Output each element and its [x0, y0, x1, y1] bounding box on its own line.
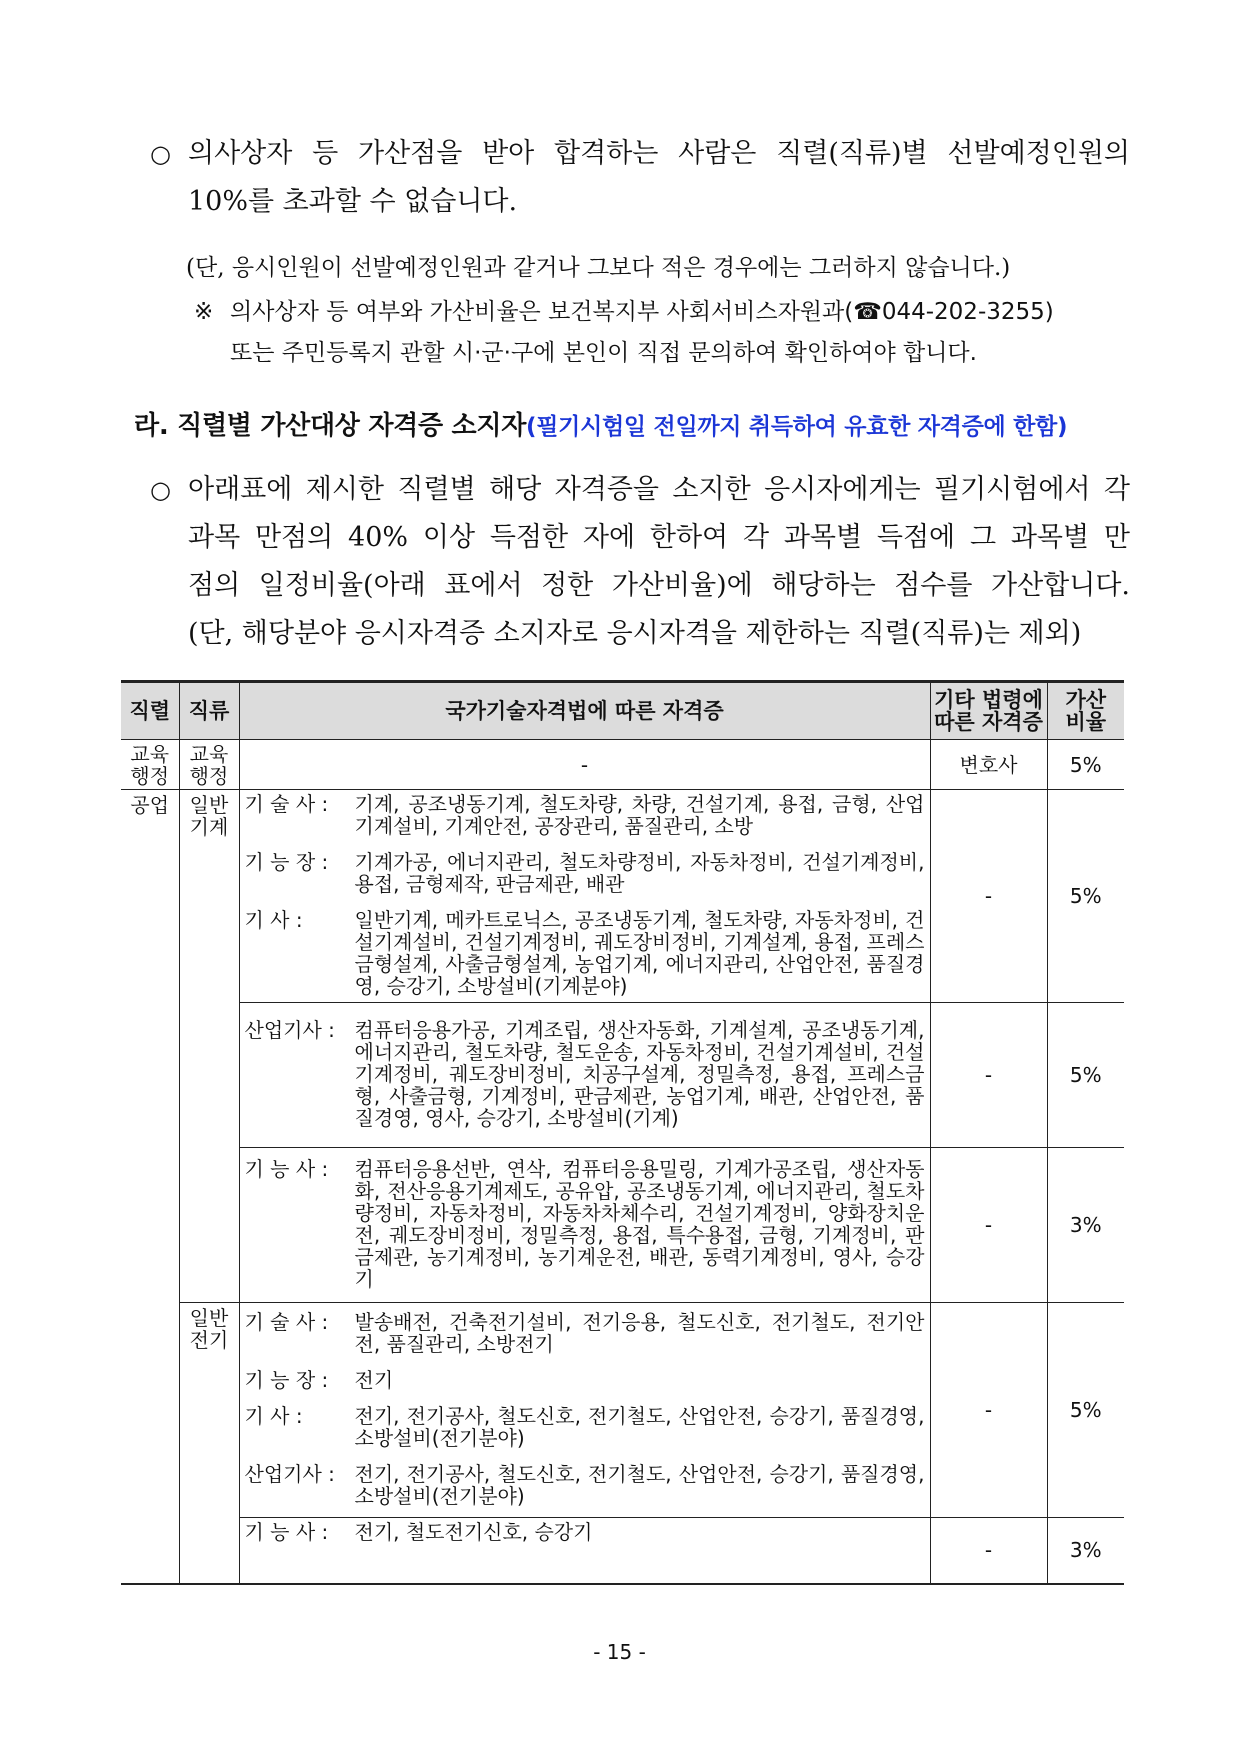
certificate-category: 기 술 사 : 발송배전, 건축전기설비, 전기응용, 철도신호, 전기철도, 전기안전, 품질관리, 소방전기 [244, 1310, 925, 1356]
table-row [121, 740, 1124, 790]
paragraph-line: 과목 만점의 40% 이상 득점한 자에 한하여 각 과목별 득점에 그 과목별 만 [188, 522, 1130, 553]
reference-line: 또는 주민등록지 관할 시·군·구에 본인이 직접 문의하여 확인하여야 합니다. [230, 340, 977, 366]
paragraph-certificate-points [150, 466, 1130, 658]
cell-other: - [930, 790, 1047, 1003]
cell-other: 변호사 [930, 740, 1047, 790]
circle-bullet-icon: ○ [150, 476, 171, 504]
cell-national: - [239, 740, 930, 790]
certificate-category: 기 능 장 : 전기 [244, 1368, 394, 1392]
paragraph-line: 10%를 초과할 수 없습니다. [188, 186, 518, 217]
reference-note [194, 292, 1130, 374]
cell-rate: 3% [1047, 1148, 1124, 1303]
table-row [121, 790, 1124, 1003]
page-number: - 15 - [593, 1640, 646, 1664]
certificate-category: 기 능 사 : 컴퓨터응용선반, 연삭, 컴퓨터응용밀링, 기계가공조립, 생산자동화, 전산응용기계제도, 공유압, 공조냉동기계, 에너지관리, 철도차량정비, 자동차정비, 자동차차체수리, 건설기계정비, 양화장치운전, 궤도장비정비, 정밀측정, 용접, 특수용접, 금형, 기계정비, 판금제관, 농기계정비, 농기계운전, 배관, 동력기계정비, 영사, 승강기 [244, 1157, 925, 1291]
certificate-category: 기 능 장 : 기계가공, 에너지관리, 철도차량정비, 자동차정비, 건설기계정비, 용접, 금형제작, 판금제관, 배관 [244, 850, 925, 896]
header-national-certificate: 국가기술자격법에 따른 자격증 [239, 682, 930, 740]
cell-other: - [930, 1003, 1047, 1148]
header-class: 직류 [179, 682, 239, 740]
certificate-table [121, 680, 1124, 1585]
heading-main: 라. 직렬별 가산대상 자격증 소지자 [134, 411, 527, 441]
table-row [121, 1303, 1124, 1518]
cell-national [239, 1003, 930, 1148]
table-row [121, 1003, 1124, 1148]
cell-national [239, 1518, 930, 1584]
cell-other: - [930, 1303, 1047, 1518]
cell-class: 일반 전기 [179, 1303, 239, 1584]
reference-mark-icon: ※ [194, 299, 214, 325]
reference-line: 의사상자 등 여부와 가산비율은 보건복지부 사회서비스자원과(☎044-202-3255) [230, 299, 1054, 325]
header-other-certificate: 기타 법령에 따른 자격증 [930, 682, 1047, 740]
paragraph-additional-points-limit [150, 130, 1130, 226]
cell-rate: 5% [1047, 1303, 1124, 1518]
paragraph-line: 아래표에 제시한 직렬별 해당 자격증을 소지한 응시자에게는 필기시험에서 각 [188, 474, 1130, 505]
paragraph-line: 의사상자 등 가산점을 받아 합격하는 사람은 직렬(직류)별 선발예정인원의 [188, 138, 1130, 169]
certificate-category: 산업기사 : 컴퓨터응용가공, 기계조립, 생산자동화, 기계설계, 공조냉동기계, 에너지관리, 철도차량, 철도운송, 자동차정비, 건설기계설비, 건설기계정비, 궤도장비정비, 치공구설계, 정밀측정, 용접, 프레스금형, 사출금형, 기계정비, 판금제관, 농업기계, 배관, 산업안전, 품질경영, 영사, 승강기, 소방설비(기계) [244, 1018, 925, 1130]
header-series: 직렬 [121, 682, 179, 740]
heading-highlight: (필기시험일 전일까지 취득하여 유효한 자격증에 한함) [526, 414, 1068, 440]
note-exception: (단, 응시인원이 선발예정인원과 같거나 그보다 적은 경우에는 그러하지 않습니다.) [186, 255, 1011, 281]
certificate-category: 기 사 : 전기, 전기공사, 철도신호, 전기철도, 산업안전, 승강기, 품질경영, 소방설비(전기분야) [244, 1404, 925, 1450]
cell-other: - [930, 1518, 1047, 1584]
cell-national [239, 1148, 930, 1303]
table-row [121, 1518, 1124, 1584]
cell-class: 일반 기계 [179, 790, 239, 1303]
certificate-category: 산업기사 : 전기, 전기공사, 철도신호, 전기철도, 산업안전, 승강기, 품질경영, 소방설비(전기분야) [244, 1462, 925, 1508]
certificate-category: 기 능 사 : 전기, 철도전기신호, 승강기 [244, 1520, 593, 1544]
table-row [121, 1148, 1124, 1303]
paragraph-line: 점의 일정비율(아래 표에서 정한 가산비율)에 해당하는 점수를 가산합니다. [188, 570, 1130, 601]
cell-rate: 5% [1047, 740, 1124, 790]
cell-rate: 3% [1047, 1518, 1124, 1584]
table-header-row [121, 682, 1124, 740]
cell-other: - [930, 1148, 1047, 1303]
paragraph-line: (단, 해당분야 응시자격증 소지자로 응시자격을 제한하는 직렬(직류)는 제외) [188, 618, 1082, 649]
section-heading [134, 405, 1067, 442]
cell-series: 공업 [121, 790, 179, 1584]
certificate-category: 기 사 : 일반기계, 메카트로닉스, 공조냉동기계, 철도차량, 자동차정비, 건설기계설비, 건설기계정비, 궤도장비정비, 기계설계, 용접, 프레스금형설계, 사출금형설계, 농업기계, 에너지관리, 산업안전, 품질경영, 승강기, 소방설비(기계분야) [244, 908, 925, 998]
circle-bullet-icon: ○ [150, 140, 171, 168]
cell-class: 교육 행정 [179, 740, 239, 790]
cell-national [239, 790, 930, 1003]
cell-rate: 5% [1047, 1003, 1124, 1148]
cell-rate: 5% [1047, 790, 1124, 1003]
certificate-category: 기 술 사 : 기계, 공조냉동기계, 철도차량, 차량, 건설기계, 용접, 금형, 산업기계설비, 기계안전, 공장관리, 품질관리, 소방 [244, 792, 925, 838]
header-rate: 가산 비율 [1047, 682, 1124, 740]
cell-national [239, 1303, 930, 1518]
cell-series: 교육 행정 [121, 740, 179, 790]
